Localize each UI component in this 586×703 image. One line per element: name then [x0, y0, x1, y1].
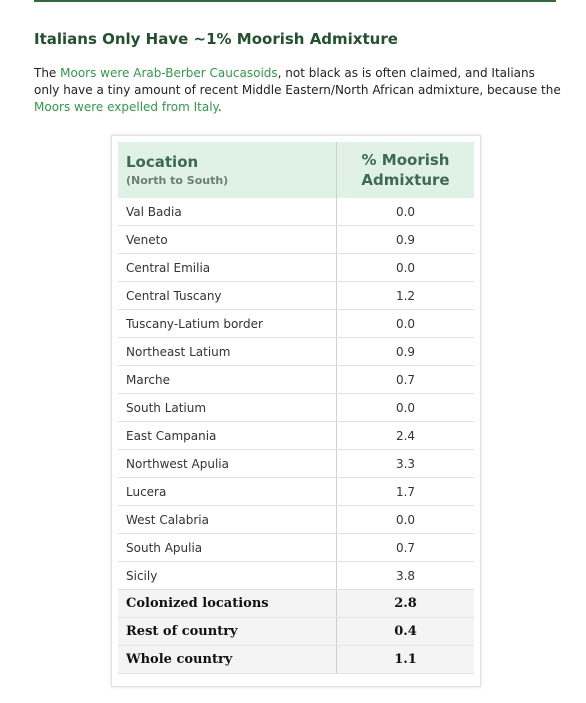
summary-location-cell: Colonized locations [118, 590, 337, 618]
location-cell: Northeast Latium [118, 338, 337, 366]
summary-location-cell: Whole country [118, 646, 337, 674]
admixture-cell: 3.3 [337, 450, 475, 478]
summary-admixture-cell: 0.4 [337, 618, 475, 646]
location-cell: East Campania [118, 422, 337, 450]
table-row [118, 506, 474, 534]
table-row [118, 422, 474, 450]
table-row [118, 534, 474, 562]
table-header-row [118, 142, 474, 198]
table-row [118, 310, 474, 338]
table-row [118, 366, 474, 394]
admixture-cell: 0.7 [337, 534, 475, 562]
admixture-cell: 0.0 [337, 506, 475, 534]
table-row [118, 394, 474, 422]
location-cell: Val Badia [118, 198, 337, 226]
location-cell: West Calabria [118, 506, 337, 534]
intro-prefix: The [34, 66, 61, 80]
location-cell: Central Emilia [118, 254, 337, 282]
admixture-cell: 3.8 [337, 562, 475, 590]
admixture-cell: 1.2 [337, 282, 475, 310]
summary-location-cell: Rest of country [118, 618, 337, 646]
admixture-table [118, 142, 474, 674]
table-row [118, 226, 474, 254]
top-divider [34, 0, 556, 2]
table-row [118, 254, 474, 282]
location-cell: Sicily [118, 562, 337, 590]
admixture-cell: 0.0 [337, 198, 475, 226]
table-row [118, 478, 474, 506]
admixture-header-line2: Admixture [361, 171, 450, 189]
table-row [118, 562, 474, 590]
summary-row [118, 646, 474, 674]
admixture-table-card [111, 135, 481, 687]
summary-admixture-cell: 1.1 [337, 646, 475, 674]
admixture-cell: 2.4 [337, 422, 475, 450]
location-cell: South Latium [118, 394, 337, 422]
location-cell: Veneto [118, 226, 337, 254]
location-cell: South Apulia [118, 534, 337, 562]
location-cell: Central Tuscany [118, 282, 337, 310]
location-header-sublabel: (North to South) [126, 174, 229, 187]
summary-admixture-cell: 2.8 [337, 590, 475, 618]
section-heading: Italians Only Have ~1% Moorish Admixture [34, 30, 398, 48]
table-row [118, 198, 474, 226]
intro-middle: , not black as is often claimed, and Italians only have a tiny amount of recent Middle Eastern/North African admixture, because the [34, 66, 561, 97]
intro-suffix: . [217, 100, 222, 114]
location-cell: Tuscany-Latium border [118, 310, 337, 338]
admixture-header-line1: % Moorish [361, 151, 450, 169]
admixture-cell: 0.7 [337, 366, 475, 394]
location-header-label: Location [126, 153, 199, 171]
summary-row [118, 618, 474, 646]
admixture-cell: 1.7 [337, 478, 475, 506]
table-row [118, 338, 474, 366]
admixture-cell: 0.9 [337, 338, 475, 366]
moors-expelled-link[interactable]: Moors were expelled from Italy [34, 100, 218, 114]
admixture-cell: 0.0 [337, 310, 475, 338]
summary-row [118, 590, 474, 618]
location-cell: Marche [118, 366, 337, 394]
location-cell: Lucera [118, 478, 337, 506]
location-column-header [118, 142, 337, 198]
admixture-cell: 0.0 [337, 254, 475, 282]
moors-caucasoids-link[interactable]: Moors were Arab-Berber Caucasoids [60, 66, 278, 80]
admixture-column-header [337, 142, 475, 198]
table-row [118, 450, 474, 478]
admixture-cell: 0.0 [337, 394, 475, 422]
admixture-cell: 0.9 [337, 226, 475, 254]
table-row [118, 282, 474, 310]
location-cell: Northwest Apulia [118, 450, 337, 478]
intro-paragraph [34, 65, 564, 116]
